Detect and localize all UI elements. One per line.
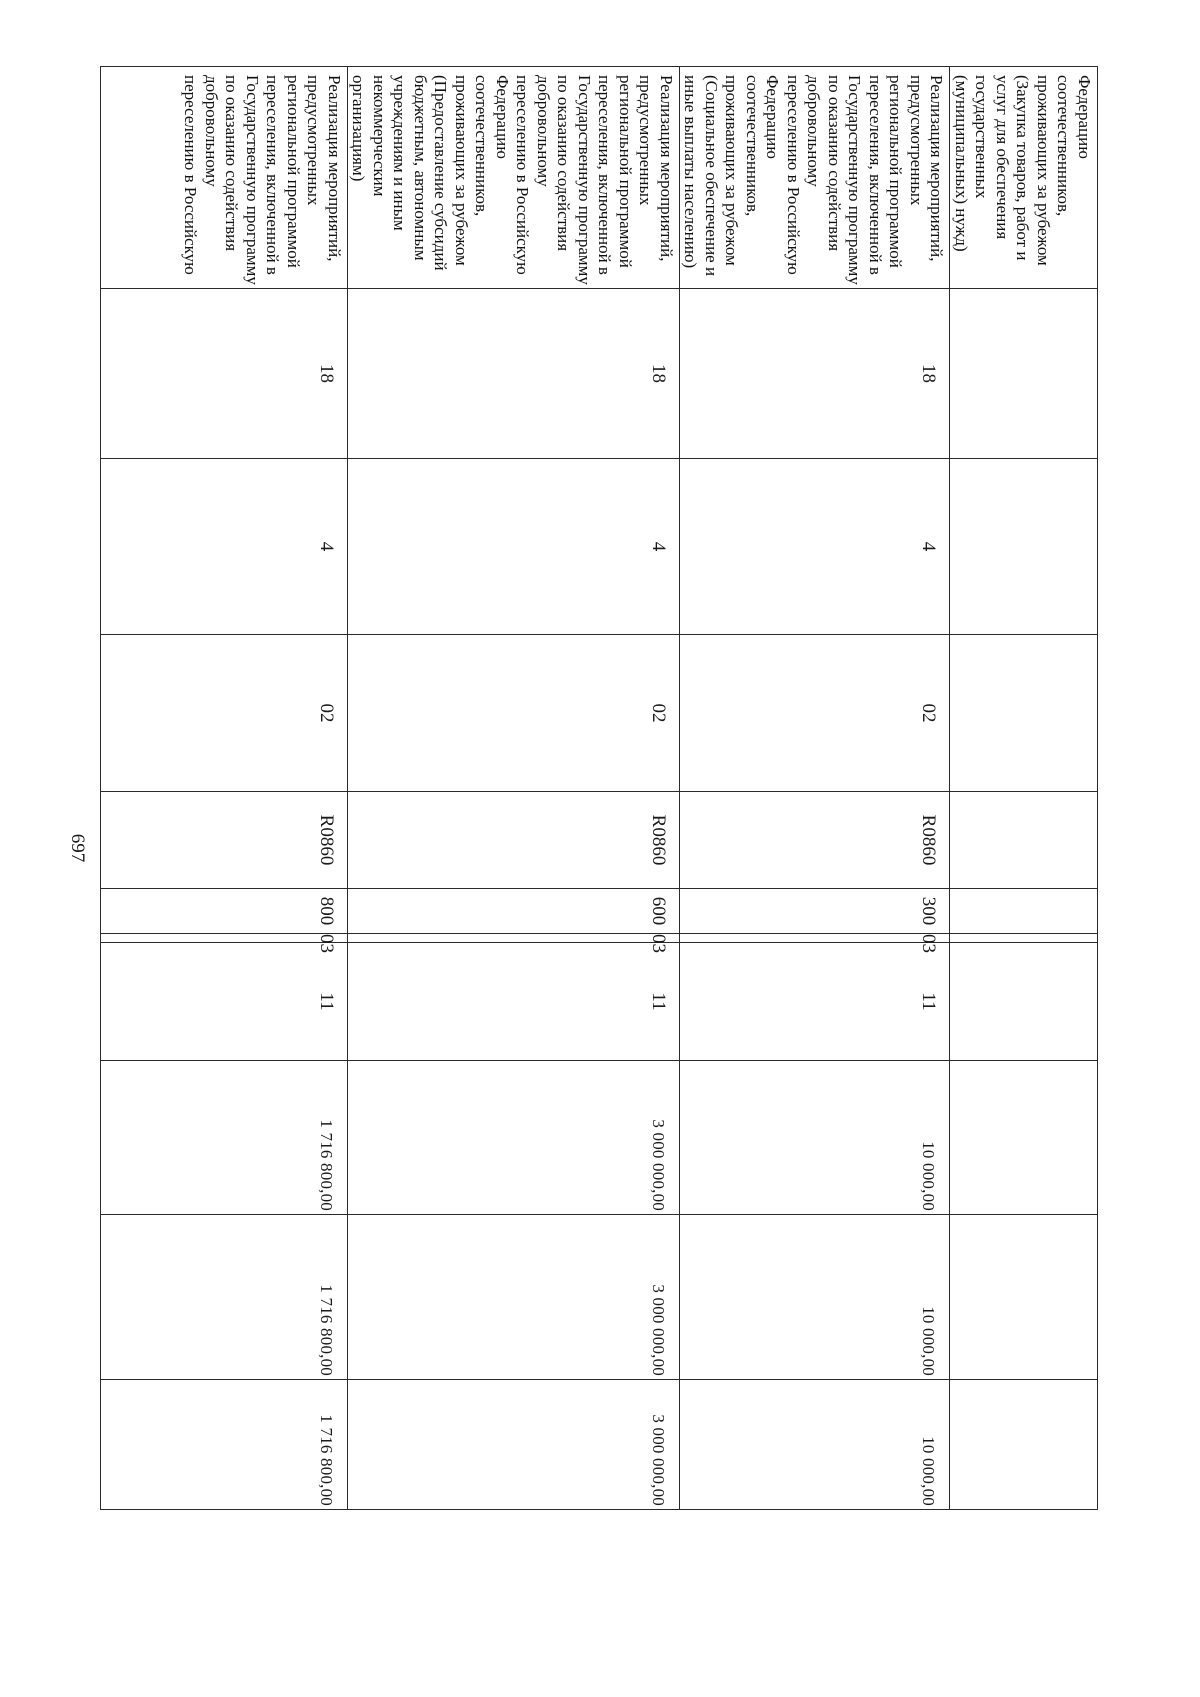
cell-c3 xyxy=(950,635,1098,792)
cell-c3: 02 xyxy=(101,635,348,792)
cell-amount-2: 10 000,00 xyxy=(680,1215,951,1380)
table-row xyxy=(950,67,1098,1510)
cell-c1: 18 xyxy=(101,289,348,459)
cell-amount-1: 10 000,00 xyxy=(680,1061,951,1215)
budget-table-rotated xyxy=(117,66,1098,1509)
cell-amount-3: 10 000,00 xyxy=(680,1380,951,1510)
cell-c1: 18 xyxy=(348,289,680,459)
table-row xyxy=(101,67,348,1510)
cell-c1 xyxy=(950,289,1098,459)
cell-c4: R0860 xyxy=(101,792,348,889)
cell-c2: 4 xyxy=(680,459,951,635)
cell-c2 xyxy=(950,459,1098,635)
cell-c5: 300 xyxy=(680,889,951,934)
cell-c6 xyxy=(950,934,1098,943)
cell-c4: R0860 xyxy=(680,792,951,889)
cell-amount-2: 3 000 000,00 xyxy=(348,1215,680,1380)
cell-c7: 11 xyxy=(348,943,680,1061)
table-row xyxy=(348,67,680,1510)
cell-amount-1 xyxy=(950,1061,1098,1215)
budget-table xyxy=(100,66,1098,1510)
cell-c5: 600 xyxy=(348,889,680,934)
cell-amount-3: 1 716 800,00 xyxy=(101,1380,348,1510)
cell-c1: 18 xyxy=(680,289,951,459)
cell-c7: 11 xyxy=(680,943,951,1061)
cell-c7: 11 xyxy=(101,943,348,1061)
cell-c5: 800 xyxy=(101,889,348,934)
row-name: Федерацию соотечественников, проживающих за рубежом (Закупка товаров, работ и услуг для обеспечения государственных (муниципальных) нужд) xyxy=(950,67,1098,289)
row-name: Реализация мероприятий, предусмотренных региональной программой переселения, включенной в Государственную программу по оказанию содействия добровольному переселению в Российскую Федерацию соотечественников, проживающих за рубежом (Предоставление субсидий бюджетным, автономным учреждениям и иным некоммерческим организациям) xyxy=(348,67,680,289)
cell-amount-2: 1 716 800,00 xyxy=(101,1215,348,1380)
cell-c6: 03 xyxy=(348,934,680,943)
table-row xyxy=(680,67,951,1510)
cell-c4 xyxy=(950,792,1098,889)
cell-amount-1: 3 000 000,00 xyxy=(348,1061,680,1215)
cell-c3: 02 xyxy=(680,635,951,792)
cell-c2: 4 xyxy=(348,459,680,635)
cell-c6: 03 xyxy=(101,934,348,943)
row-name: Реализация мероприятий, предусмотренных региональной программой переселения, включенной в Государственную программу по оказанию содействия добровольному переселению в Российскую xyxy=(101,67,348,289)
page-number: 697 xyxy=(67,833,88,863)
cell-amount-1: 1 716 800,00 xyxy=(101,1061,348,1215)
cell-c6: 03 xyxy=(680,934,951,943)
cell-amount-3 xyxy=(950,1380,1098,1510)
cell-c3: 02 xyxy=(348,635,680,792)
cell-c4: R0860 xyxy=(348,792,680,889)
cell-c2: 4 xyxy=(101,459,348,635)
row-name: Реализация мероприятий, предусмотренных региональной программой переселения, включенной в Государственную программу по оказанию содействия добровольному переселению в Российскую Федерацию соотечественников, проживающих за рубежом (Социальное обеспечение и иные выплаты населению) xyxy=(680,67,951,289)
cell-c7 xyxy=(950,943,1098,1061)
cell-amount-3: 3 000 000,00 xyxy=(348,1380,680,1510)
cell-c5 xyxy=(950,889,1098,934)
cell-amount-2 xyxy=(950,1215,1098,1380)
